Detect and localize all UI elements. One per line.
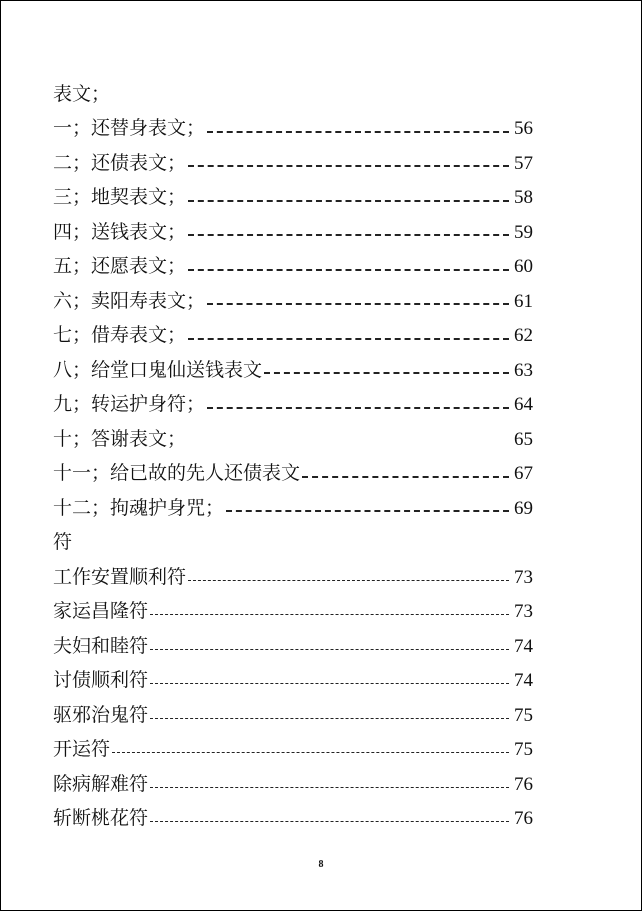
dot-leader	[150, 649, 509, 650]
dot-leader	[207, 303, 509, 305]
dot-leader	[150, 683, 509, 684]
toc-entry-label: 一；还替身表文；	[53, 117, 206, 140]
toc-entry-page: 76	[514, 808, 533, 830]
toc-entry	[53, 422, 533, 457]
toc-entry-label: 十一；给已故的先人还债表文	[53, 462, 301, 485]
toc-entry	[53, 353, 533, 388]
toc-entry-page: 59	[514, 221, 533, 243]
toc-entry-label: 三；地契表文；	[53, 186, 187, 209]
toc-entry	[53, 250, 533, 285]
dot-leader	[302, 476, 509, 478]
toc-entry	[53, 560, 533, 595]
toc-entry-label: 驱邪治鬼符	[53, 703, 149, 726]
toc-entry	[53, 491, 533, 526]
toc-entry-label: 家运昌隆符	[53, 600, 149, 623]
section-heading	[53, 77, 533, 112]
toc-entry-page: 75	[514, 739, 533, 761]
toc-entry-label: 工作安置顺利符	[53, 565, 187, 588]
dot-leader	[188, 338, 509, 340]
page-number: 8	[318, 859, 324, 870]
toc-entry-page: 73	[514, 566, 533, 588]
toc-entry-label: 八；给堂口鬼仙送钱表文	[53, 358, 263, 381]
dot-leader	[226, 510, 509, 512]
toc-entry	[53, 284, 533, 319]
toc-entry	[53, 698, 533, 733]
toc-entry	[53, 146, 533, 181]
toc-entry-page: 56	[514, 118, 533, 140]
dot-leader	[188, 200, 509, 202]
dot-leader	[188, 234, 509, 236]
toc-entry-page: 60	[514, 256, 533, 278]
dot-leader	[150, 787, 509, 788]
toc-entry-page: 62	[514, 325, 533, 347]
toc-entry-page: 69	[514, 497, 533, 519]
toc-entry-page: 73	[514, 601, 533, 623]
dot-leader	[264, 372, 509, 374]
toc-entry-page: 63	[514, 359, 533, 381]
toc-entry	[53, 802, 533, 837]
dot-leader	[188, 165, 509, 167]
dot-leader	[188, 580, 509, 581]
toc-entry	[53, 664, 533, 699]
toc-entry-label: 六；卖阳寿表文；	[53, 289, 206, 312]
dot-leader	[207, 131, 509, 133]
toc-entry-page: 65	[514, 428, 533, 450]
toc-entry	[53, 767, 533, 802]
toc-entry-label: 斩断桃花符	[53, 807, 149, 830]
subsection-heading-label: 符	[53, 531, 73, 554]
toc-entry-label: 十二；拘魂护身咒；	[53, 496, 225, 519]
toc-entry-label: 四；送钱表文；	[53, 220, 187, 243]
toc-entry	[53, 112, 533, 147]
toc-entry-label: 开运符	[53, 738, 111, 761]
toc-entry-label: 二；还债表文；	[53, 151, 187, 174]
toc-entry	[53, 319, 533, 354]
toc-entry	[53, 215, 533, 250]
toc-entry	[53, 388, 533, 423]
toc-entry-label: 夫妇和睦符	[53, 634, 149, 657]
dot-leader	[150, 718, 509, 719]
toc-entry-label: 十；答谢表文；	[53, 427, 187, 450]
dot-leader	[188, 269, 509, 271]
dot-leader	[207, 407, 509, 409]
toc-entry	[53, 629, 533, 664]
toc-entry-page: 57	[514, 152, 533, 174]
toc-entry	[53, 595, 533, 630]
toc-entry-label: 除病解难符	[53, 772, 149, 795]
toc-entry-page: 74	[514, 670, 533, 692]
toc-entry-label: 讨债顺利符	[53, 669, 149, 692]
toc-entry-page: 76	[514, 773, 533, 795]
toc-entry-page: 64	[514, 394, 533, 416]
toc-entry-label: 七；借寿表文；	[53, 324, 187, 347]
toc-entry-page: 74	[514, 635, 533, 657]
subsection-heading	[53, 526, 533, 561]
toc-entry	[53, 457, 533, 492]
toc-entry	[53, 181, 533, 216]
toc-entry-page: 61	[514, 290, 533, 312]
toc-entry-page: 67	[514, 463, 533, 485]
section-heading-label: 表文；	[53, 82, 111, 105]
dot-leader	[150, 614, 509, 615]
dot-leader	[150, 821, 509, 822]
toc-entry-label: 五；还愿表文；	[53, 255, 187, 278]
toc-entry-page: 58	[514, 187, 533, 209]
toc-entry	[53, 733, 533, 768]
toc-entry-page: 75	[514, 704, 533, 726]
dot-leader	[112, 752, 509, 753]
toc-entry-label: 九；转运护身符；	[53, 393, 206, 416]
table-of-contents	[53, 77, 533, 836]
